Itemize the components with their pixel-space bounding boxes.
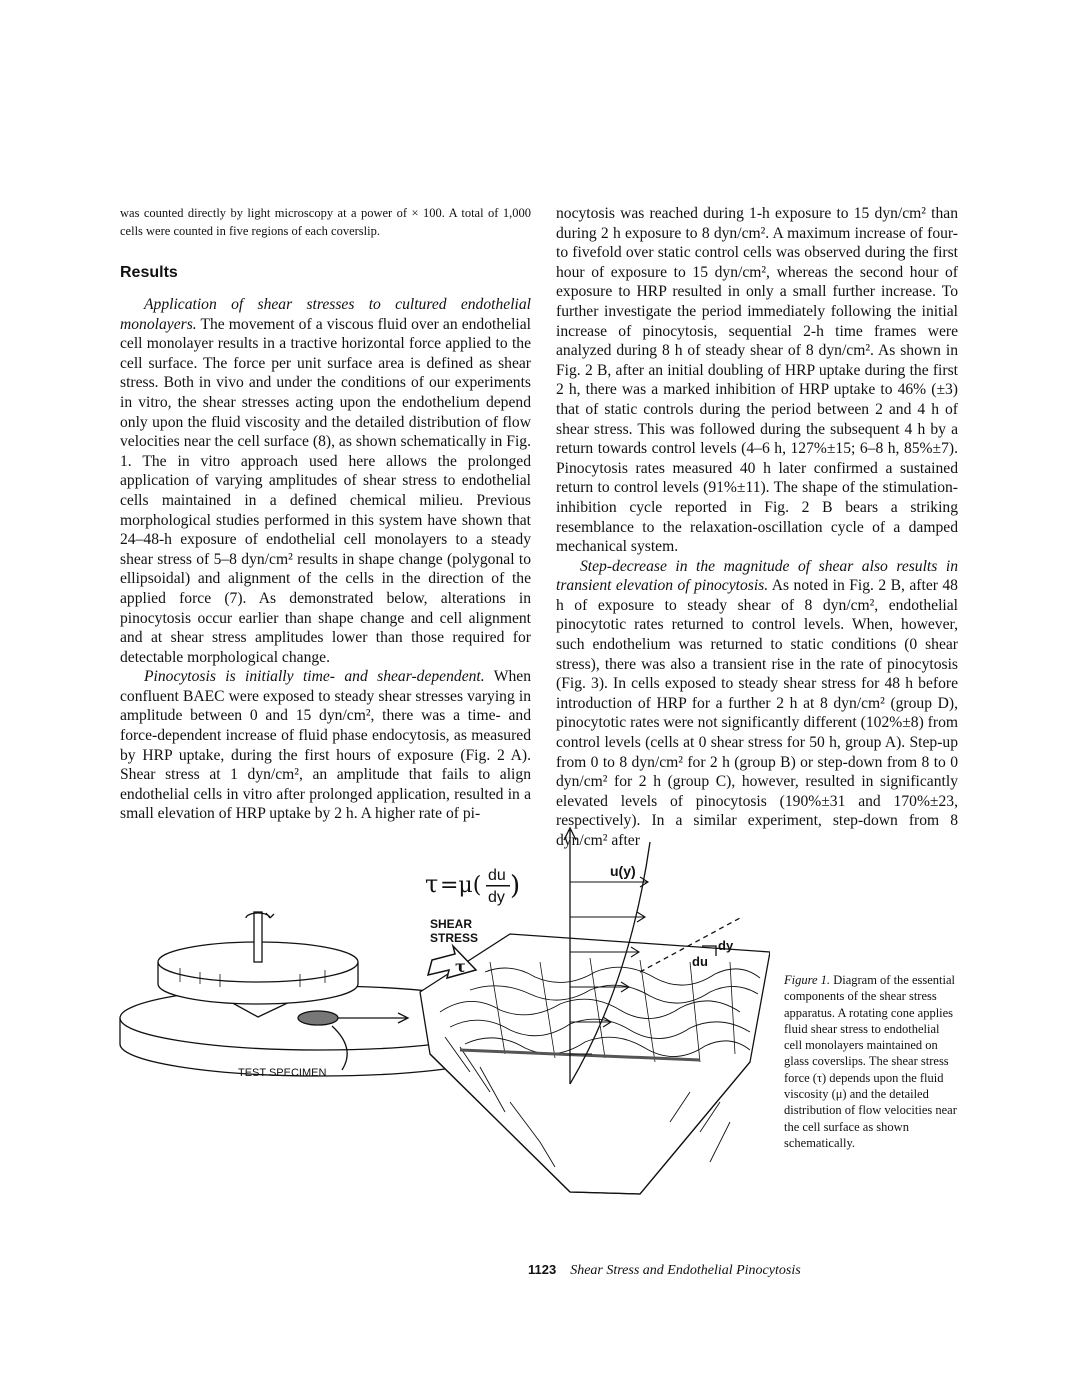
figure-1-diagram xyxy=(110,822,770,1202)
page-number: 1123 xyxy=(528,1262,557,1277)
page-footer xyxy=(528,1262,801,1279)
paragraph-continued: nocytosis was reached during 1-h exposure to 15 dyn/cm² than during 2 h exposure to 8 dyn/cm². A maximum increase of four- to fivefold over static control cells was observed during the first hour of exposure to 15 dyn/cm², whereas the second hour of exposure to HRP resulted in only a small further increase. To further investigate the period immediately following the initial increase of pinocytosis, sequential 2-h time frames were analyzed during 8 h of steady shear of 8 dyn/cm². As shown in Fig. 2 B, after an initial doubling of HRP uptake during the first 2 h, there was a marked inhibition of HRP uptake to 46% (±3) that of static controls during the period between 2 and 4 h of shear stress. This was followed during the subsequent 4 h by a return towards control levels (4–6 h, 127%±15; 6–8 h, 85%±7). Pinocytosis rates measured 40 h later confirmed a sustained return to control levels (91%±11). The shape of the stimulation-inhibition cycle reported in Fig. 2 B bears a striking resemblance to the relaxation-oscillation cycle of a damped mechanical system. xyxy=(556,205,958,556)
formula-eq: =μ( xyxy=(440,873,482,898)
caption-label: Figure 1. xyxy=(784,973,831,987)
paragraph-shear-application xyxy=(120,295,531,667)
formula-numerator: du xyxy=(488,867,506,884)
paragraph-heading: Pinocytosis is initially time- and shear-dependent. xyxy=(144,668,485,686)
paragraph-body: The movement of a viscous fluid over an endothelial cell monolayer results in a tractive horizontal force applied to the cell surface. The force per unit surface area is defined as shear stress. Both in vivo and under the conditions of our experiments in vitro, the shear stresses acting upon the endothelium depend only upon the fluid viscosity and the detailed distribution of flow velocities near the cell surface (8), as shown schematically in Fig. 1. The in vitro approach used here allows the prolonged application of varying amplitudes of shear stress to endothelial cells maintained in a defined chemical milieu. Previous morphological studies performed in this system have shown that 24–48-h exposure of endothelial cell monolayers to a steady shear stress of 5–8 dyn/cm² results in shape change (polygonal to ellipsoidal) and alignment of the cells in the direction of the applied force (7). As demonstrated below, alterations in pinocytosis occur earlier than shape change and cell alignment and at shear stress amplitudes lower than those required for detectable morphological change. xyxy=(120,315,531,666)
methods-tail: was counted directly by light microscopy at a power of × 100. A total of 1,000 cells were counted in five regions of each coverslip. xyxy=(120,206,531,238)
tau-label: τ xyxy=(455,957,466,976)
du-label: du xyxy=(692,954,708,969)
tissue-block xyxy=(420,934,770,1194)
paragraph-body: As noted in Fig. 2 B, after 48 h of exposure to steady shear of 8 dyn/cm², endothelial pinocytotic rates returned to control levels. When, however, such endothelium was returned to static conditions (0 shear stress), there was also a transient rise in the rate of pinocytosis (Fig. 3). In cells exposed to steady shear stress for 48 h before introduction of HRP for a further 2 h at 8 dyn/cm² (group D), pinocytotic rates were not significantly different (102%±8) from control levels (cells at 0 shear stress for 50 h, group A). Step-up from 0 to 8 dyn/cm² for 2 h (group B) or step-down from 8 to 0 dyn/cm² for 2 h (group C), however, resulted in significantly elevated levels of pinocytosis (190%±31 and 170%±23, respectively). In a similar experiment, step-down from 8 dyn/cm² after xyxy=(556,577,958,849)
paragraph-heading: Application of shear stresses to cultured endothelial monolayers. xyxy=(120,296,531,333)
paragraph-step-decrease xyxy=(556,557,958,851)
left-column xyxy=(120,204,531,824)
shear-formula xyxy=(425,867,520,906)
caption-text: Diagram of the essential components of the shear stress apparatus. A rotating cone applies fluid shear stress to endothelial cell monolayers maintained on glass coverslips. The shear stress force (τ) depends upon the fluid viscosity (μ) and the detailed distribution of flow velocities near the cell surface as shown schematically. xyxy=(784,973,957,1150)
paragraph-body: When confluent BAEC were exposed to steady shear stresses varying in amplitude between 0 and 15 dyn/cm², there was a time- and force-dependent increase of fluid phase endocytosis, as measured by HRP uptake, during the first hours of exposure (Fig. 2 A). Shear stress at 1 dyn/cm², an amplitude that fails to align endothelial cells in vitro after prolonged application, resulted in a small elevation of HRP uptake by 2 h. A higher rate of pi- xyxy=(120,668,531,823)
formula-denominator: dy xyxy=(488,889,505,906)
paragraph-heading: Step-decrease in the magnitude of shear also results in transient elevation of pinocytosis. xyxy=(556,557,958,595)
results-heading: Results xyxy=(120,264,178,281)
formula-tau: τ xyxy=(425,870,439,898)
right-column xyxy=(556,204,958,851)
uy-label: u(y) xyxy=(610,863,636,879)
running-title: Shear Stress and Endothelial Pinocytosis xyxy=(570,1263,801,1278)
figure-caption xyxy=(784,972,959,1151)
stress-label: STRESS xyxy=(430,931,479,945)
dy-label: dy xyxy=(718,938,734,953)
paragraph-pinocytosis-time xyxy=(120,667,531,824)
shear-label: SHEAR xyxy=(430,917,473,931)
formula-close: ) xyxy=(510,871,521,901)
test-specimen xyxy=(298,1011,338,1025)
test-specimen-label: TEST SPECIMEN xyxy=(238,1067,327,1079)
